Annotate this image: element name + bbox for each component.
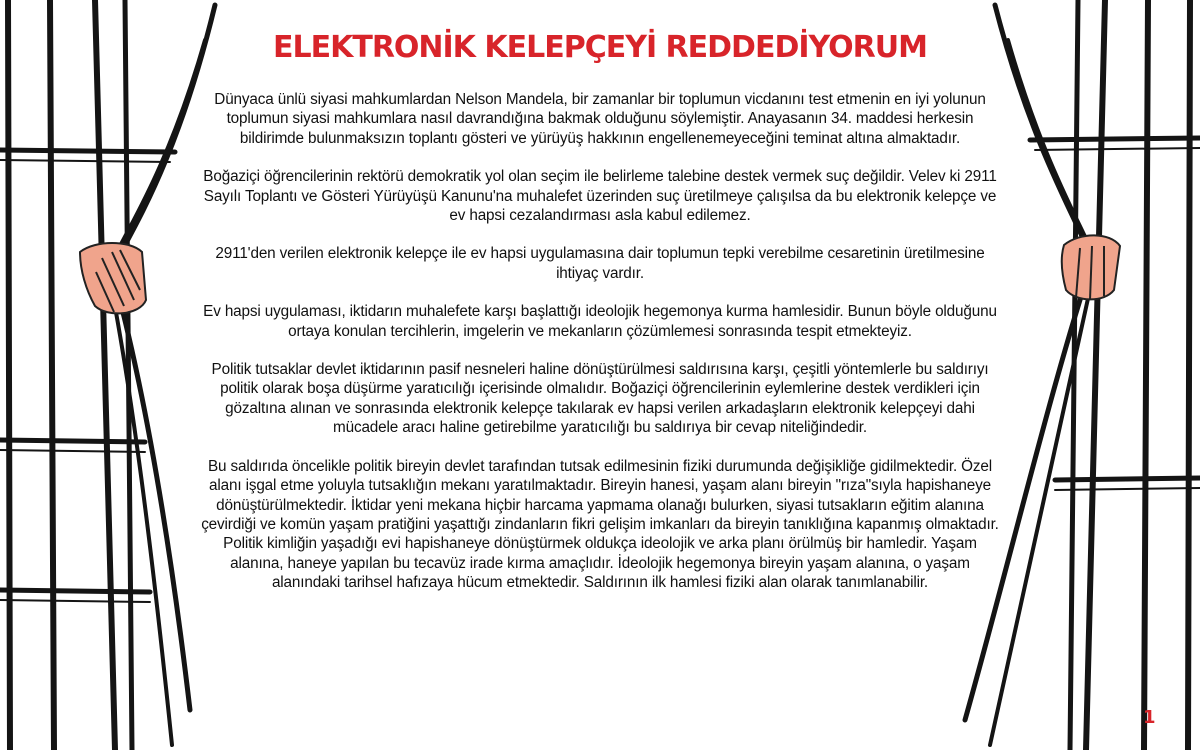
left-prison-bars (0, 0, 215, 750)
paragraph-4: Ev hapsi uygulaması, iktidarın muhalefete karşı başlattığı ideolojik hegemonya kurma hamlesidir. Bunun böyle olduğunu ortaya konulan tercihlerin, imgelerin ve mekanların çözümlemesi sonrasında tespit etmekteyiz. (203, 303, 997, 340)
paragraph-5: Politik tutsaklar devlet iktidarının pasif nesneleri haline dönüştürülmesi saldırısına karşı, çeşitli yöntemlerle bu saldırıyı politik olarak boşa düşürme yaratıcılığı içerisinde olmalıdır. Boğaziçi öğrencilerinin eylemlerine destek verdikleri için gözaltına alınan ve sonrasında elektronik kelepçe takılarak ev hapsi verilen arkadaşların elektronik kelepçeyi dahi mücadele aracı haline getirebilme yaratıcılığı bu saldırıya bir cevap niteliğindedir. (211, 361, 989, 437)
paragraph-6: Bu saldırıda öncelikle politik bireyin devlet tarafından tutsak edilmesinin fiziki durumunda değişikliğe gidilmektedir. Özel alanı işgal etme yoluyla tutsaklığın mekanı yaratılmaktadır. Bireyin hanesi, yaşam alanı bireyin "rıza"sıyla hapishaneye dönüştürülmektedir. İktidar yeni mekana hiçbir harcama yapmama olanağı bulurken, siyasi tutsakların eğitim alanına çevirdiği ve komün yaşam pratiğini yaşattığı zindanların fikri gelişim imkanları da bireyin tanıklığına kapanmış olmaktadır. Politik kimliğin yaşadığı evi hapishaneye dönüştürmek oldukça ideolojik ve arka planı örülmüş bir hamledir. Yaşam alanına, haneye yapılan bu tecavüz irade kırma amaçlıdır. İdeolojik hegemonya bireyin yaşam alanına, o yaşam alanındaki tarihsel hafızaya hücum etmektedir. Saldırının ilk hamlesi fiziki alan olarak tanımlanabilir. (201, 457, 999, 592)
article-body (195, 90, 1005, 612)
paragraph-3: 2911'den verilen elektronik kelepçe ile ev hapsi uygulamasına dair toplumun tepki verebilme cesaretinin üretilmesine ihtiyaç vardır. (215, 245, 985, 282)
page-title: ELEKTRONİK KELEPÇEYİ REDDEDİYORUM (273, 30, 927, 65)
left-hand-icon (80, 243, 146, 313)
paragraph-2: Boğaziçi öğrencilerinin rektörü demokratik yol olan seçim ile belirleme talebine destek vermek suç değildir. Velev ki 2911 Sayılı Toplantı ve Gösteri Yürüyüşü Kanunu'na muhalefet üzerinden suç üretilmeye çalışılsa da bu elektronik kelepçe ve ev hapsi cezalandırması asla kabul edilemez. (203, 168, 997, 225)
page-number: 1 (1143, 707, 1156, 728)
paragraph-1: Dünyaca ünlü siyasi mahkumlardan Nelson Mandela, bir zamanlar bir toplumun vicdanını test etmenin en iyi yolunun toplumun siyasi mahkumlara nasıl davrandığına bakmak olduğunu söylemiştir. Anayasanın 34. maddesi herkesin bildirimde bulunmaksızın toplantı gösteri ve yürüyüş hakkının engellenemeyeceğini teminat altına almaktadır. (214, 91, 986, 147)
right-hand-icon (1062, 235, 1120, 300)
